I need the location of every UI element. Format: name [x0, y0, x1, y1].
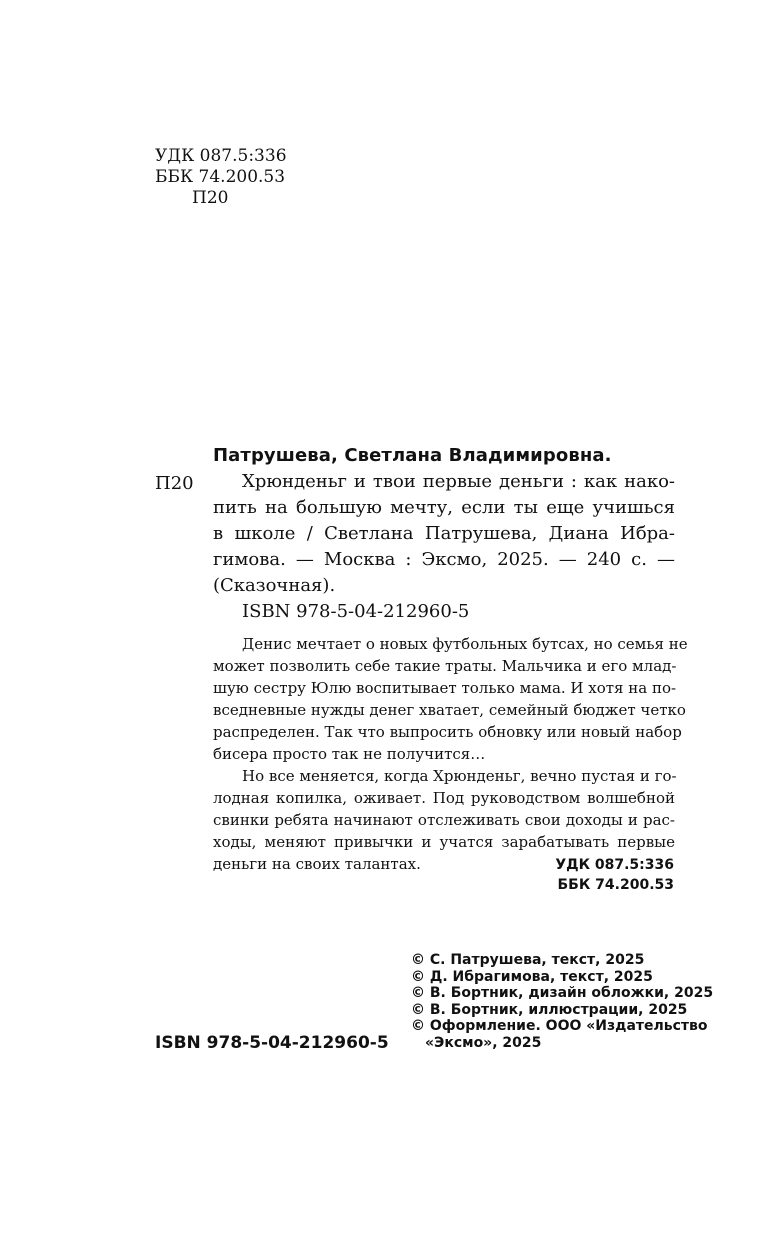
copyright-block: [411, 952, 713, 1051]
bbk-code: ББК 74.200.53: [155, 167, 286, 187]
bbk-code-right: ББК 74.200.53: [557, 877, 674, 893]
annotation-line: шую сестру Юлю воспитывает только мама. И хотя на по-: [213, 679, 677, 697]
author-mark: П20: [155, 473, 194, 494]
copyright-line: © С. Патрушева, текст, 2025: [411, 952, 645, 968]
annotation-line: распределен. Так что выпросить обновку или новый набор: [213, 723, 682, 741]
udk-code: УДК 087.5:336: [155, 146, 287, 166]
copyright-line: © Оформление. ООО «Издательство: [411, 1018, 708, 1034]
author-heading: Патрушева, Светлана Владимировна.: [213, 445, 612, 466]
annotation-line: Денис мечтает о новых футбольных бутсах, но семья не: [242, 635, 688, 653]
annotation-line: свинки ребята начинают отслеживать свои доходы и рас-: [213, 811, 675, 829]
biblio-line: пить на большую мечту, если ты еще учишься: [213, 497, 675, 518]
biblio-line: Хрюнденьг и твои первые деньги : как нако-: [242, 471, 675, 492]
classification-codes-top: [155, 146, 287, 209]
copyright-line: © В. Бортник, иллюстрации, 2025: [411, 1001, 688, 1018]
copyright-line: © В. Бортник, дизайн обложки, 2025: [411, 985, 714, 1001]
copyright-line: © Д. Ибрагимова, текст, 2025: [411, 968, 653, 985]
udk-code-right: УДК 087.5:336: [555, 857, 674, 873]
annotation-line: может позволить себе такие траты. Мальчика и его млад-: [213, 657, 677, 675]
isbn-description: ISBN 978-5-04-212960-5: [242, 601, 470, 622]
biblio-line: гимова. — Москва : Эксмо, 2025. — 240 с. —: [213, 549, 675, 570]
author-mark-top: П20: [192, 188, 229, 208]
bibliographic-description: [213, 469, 675, 599]
isbn-bottom: ISBN 978-5-04-212960-5: [155, 1033, 389, 1053]
annotation-line: бисера просто так не получится…: [213, 745, 486, 763]
annotation-line: деньги на своих талантах.: [213, 855, 421, 873]
annotation-line: лодная копилка, оживает. Под руководством волшебной: [213, 789, 675, 807]
annotation-line: вседневные нужды денег хватает, семейный бюджет четко: [213, 701, 686, 719]
copyright-line-continuation: «Эксмо», 2025: [425, 1034, 542, 1051]
annotation-line: Но все меняется, когда Хрюнденьг, вечно пустая и го-: [242, 767, 677, 785]
annotation: [213, 633, 688, 875]
biblio-line: в школе / Светлана Патрушева, Диана Ибра-: [213, 523, 675, 544]
biblio-line: (Сказочная).: [213, 575, 336, 596]
classification-codes-right: [555, 855, 674, 895]
annotation-line: ходы, меняют привычки и учатся зарабатывать первые: [213, 833, 675, 851]
